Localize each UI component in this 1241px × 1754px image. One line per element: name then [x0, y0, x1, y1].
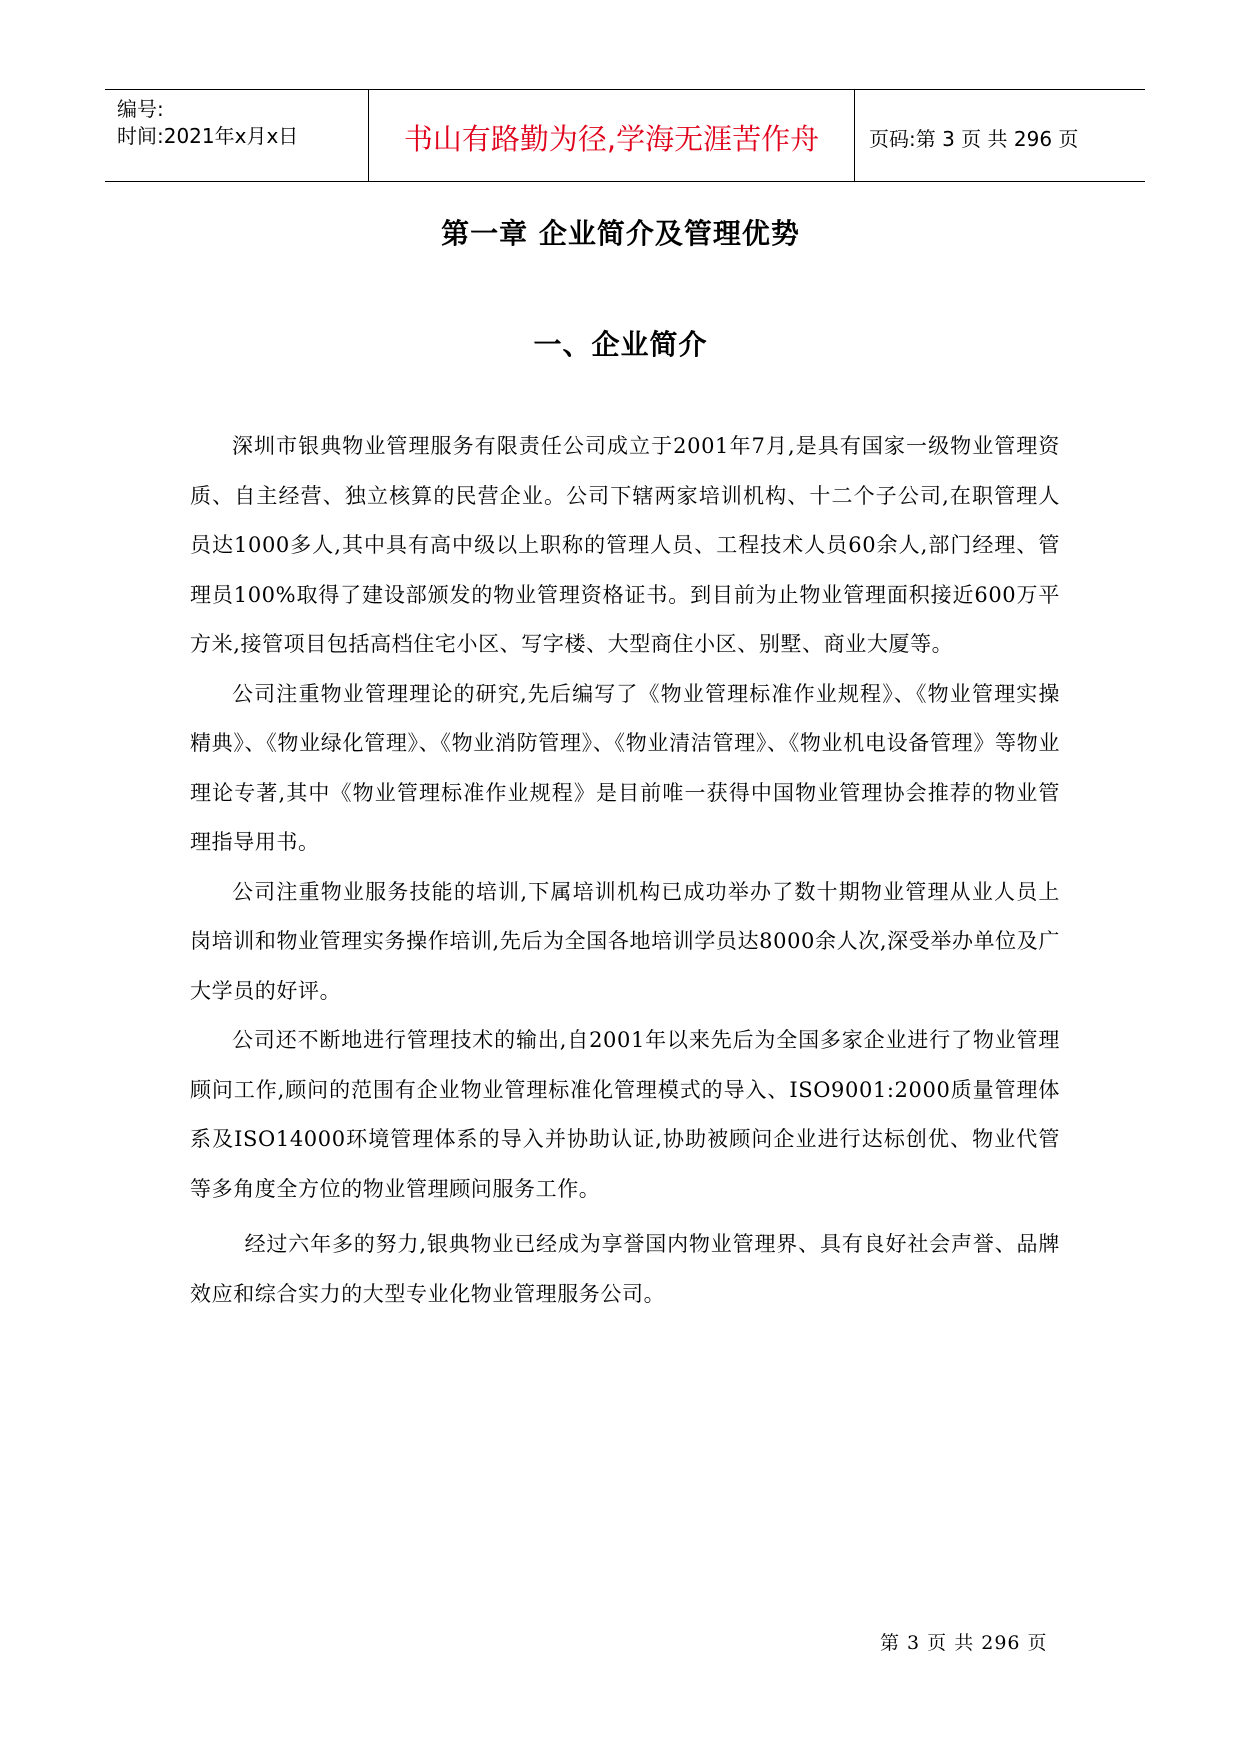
- number-label: 编号:: [117, 97, 164, 121]
- paragraph: 公司注重物业管理理论的研究,先后编写了《物业管理标准作业规程》、《物业管理实操精典》、《物业绿化管理》、《物业消防管理》、《物业清洁管理》、《物业机电设备管理》等物业理论专著,其中《物业管理标准作业规程》是目前唯一获得中国物业管理协会推荐的物业管理指导用书。: [190, 681, 1060, 854]
- page-header: [105, 89, 1145, 182]
- section-title: 一、企业简介: [533, 328, 708, 361]
- page-footer: 第 3 页 共 296 页: [880, 1632, 1048, 1654]
- paragraph: 深圳市银典物业管理服务有限责任公司成立于2001年7月,是具有国家一级物业管理资质、自主经营、独立核算的民营企业。公司下辖两家培训机构、十二个子公司,在职管理人员达1000多人,其中具有高中级以上职称的管理人员、工程技术人员60余人,部门经理、管理员100%取得了建设部颁发的物业管理资格证书。到目前为止物业管理面积接近600万平方米,接管项目包括高档住宅小区、写字楼、大型商住小区、别墅、商业大厦等。: [190, 434, 1060, 656]
- paragraph: 经过六年多的努力,银典物业已经成为享誉国内物业管理界、具有良好社会声誉、品牌效应和综合实力的大型专业化物业管理服务公司。: [190, 1232, 1060, 1306]
- header-page-code: 页码:第 3 页 共 296 页: [869, 127, 1079, 151]
- chapter-title: 第一章 企业简介及管理优势: [441, 217, 800, 250]
- header-motto: 书山有路勤为径,学海无涯苦作舟: [369, 90, 855, 181]
- paragraph: 公司注重物业服务技能的培训,下属培训机构已成功举办了数十期物业管理从业人员上岗培训和物业管理实务操作培训,先后为全国各地培训学员达8000余人次,深受举办单位及广大学员的好评。: [190, 879, 1060, 1003]
- time-label: 时间:2021年x月x日: [117, 124, 299, 148]
- header-meta: [105, 90, 369, 181]
- document-body: [190, 422, 1060, 1319]
- paragraph: 公司还不断地进行管理技术的输出,自2001年以来先后为全国多家企业进行了物业管理顾问工作,顾问的范围有企业物业管理标准化管理模式的导入、ISO9001:2000质量管理体系及ISO14000环境管理体系的导入并协助认证,协助被顾问企业进行达标创优、物业代管等多角度全方位的物业管理顾问服务工作。: [190, 1028, 1060, 1201]
